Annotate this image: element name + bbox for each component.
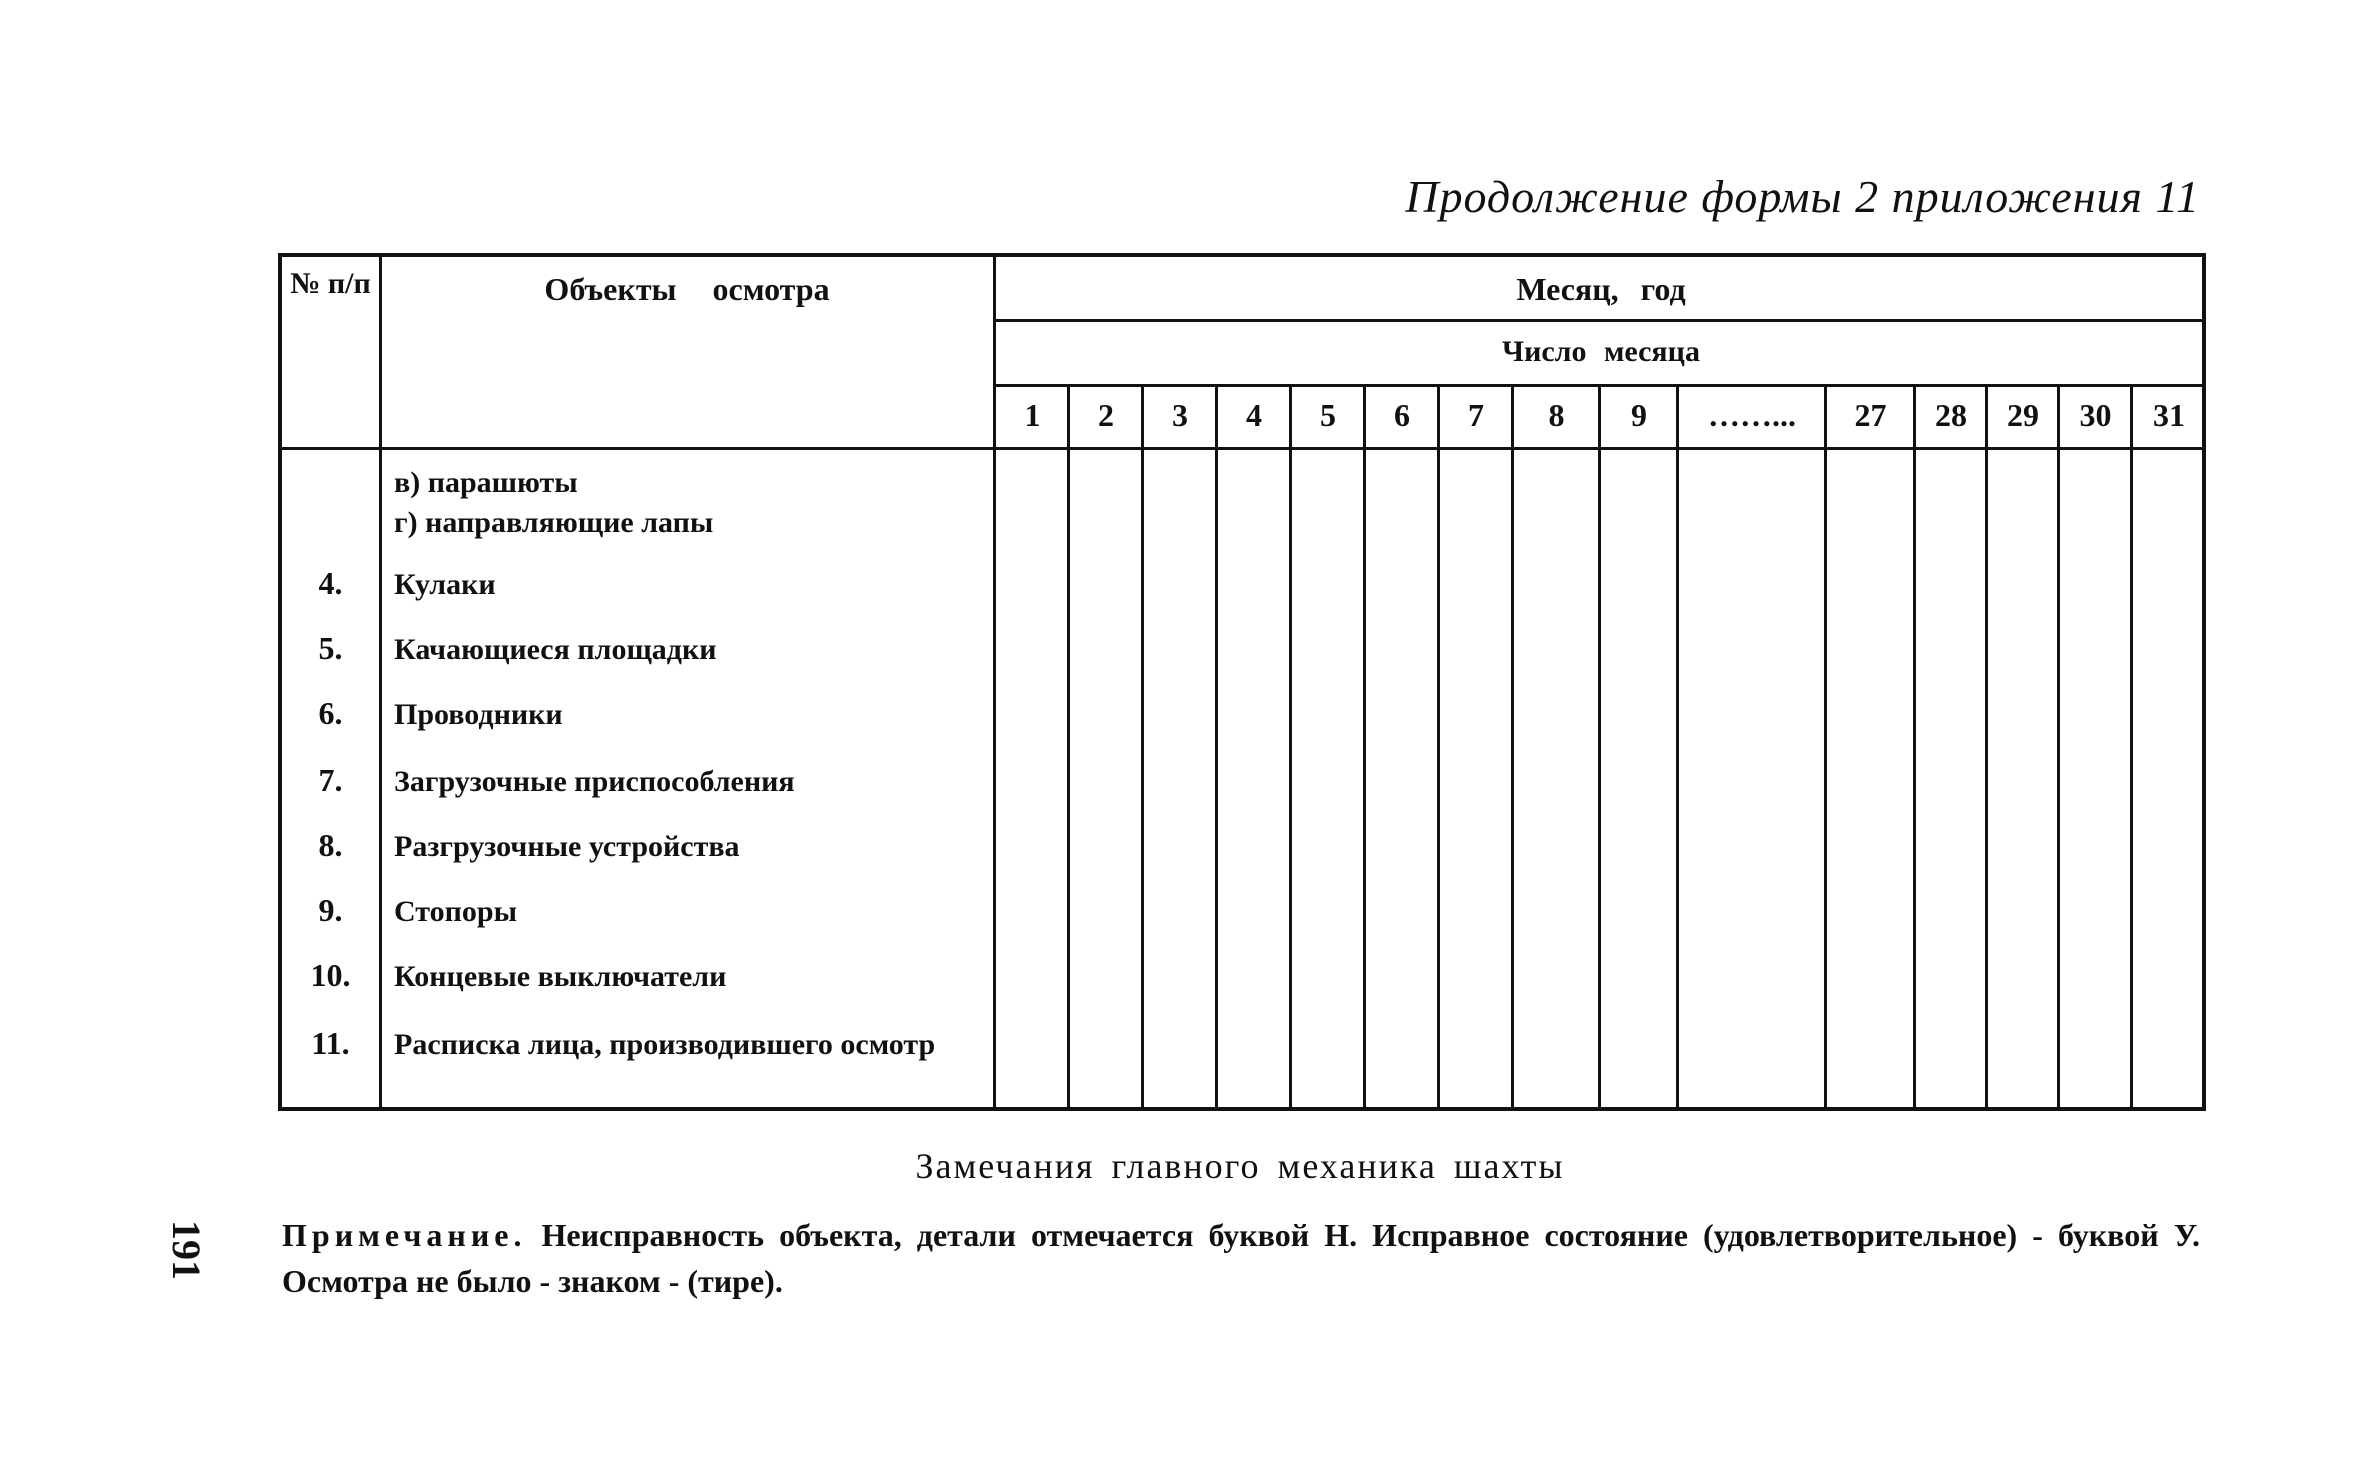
- inspection-table: [278, 253, 2206, 1111]
- day-of-month-header: Число месяца: [1502, 335, 1700, 368]
- row-number: 6.: [318, 695, 343, 731]
- row-object: Концевые выключатели: [394, 960, 727, 993]
- divider: [1141, 384, 1144, 1107]
- divider: [1511, 384, 1514, 1107]
- day-column-header: 5: [1320, 397, 1336, 433]
- col-num-header: [282, 257, 379, 449]
- page-title: Продолжение формы 2 приложения 11: [1405, 171, 2200, 222]
- divider: [1067, 384, 1070, 1107]
- divider: [1676, 384, 1679, 1107]
- divider: [1824, 384, 1827, 1107]
- divider: [2130, 384, 2133, 1107]
- divider: [1363, 384, 1366, 1107]
- row-object: Загрузочные приспособления: [394, 765, 795, 798]
- row-number: 4.: [318, 565, 343, 601]
- day-column-header: 2: [1098, 397, 1114, 433]
- day-column-header: 29: [2007, 397, 2039, 433]
- row-number: 11.: [311, 1025, 350, 1061]
- row-number: 5.: [318, 630, 343, 666]
- day-column-header: 31: [2153, 397, 2185, 433]
- col-object-header: Объекты осмотра: [544, 271, 830, 307]
- row-object: Расписка лица, производившего осмотр: [394, 1028, 936, 1061]
- note: [282, 1212, 2200, 1304]
- day-column-header: 6: [1394, 397, 1410, 433]
- row-number: 8.: [318, 827, 343, 863]
- row-object: Разгрузочные устройства: [394, 830, 740, 863]
- note-text: Неисправность объекта, детали отмечается буквой Н. Исправное состояние (удовлетворительное) - буквой У. Осмотра не было - знаком - (тире).: [282, 1217, 2201, 1299]
- divider: [2057, 384, 2060, 1107]
- row-number: 9.: [318, 892, 343, 928]
- day-column-header: 3: [1172, 397, 1188, 433]
- row-number: 10.: [310, 957, 351, 993]
- day-column-header: 8: [1548, 397, 1565, 433]
- day-column-header: 7: [1468, 397, 1484, 433]
- row-object: Стопоры: [394, 895, 518, 928]
- divider: [1437, 384, 1440, 1107]
- day-column-header: 9: [1631, 397, 1647, 433]
- divider: [379, 257, 382, 1107]
- divider: [1289, 384, 1292, 1107]
- note-label: Примечание.: [282, 1217, 527, 1253]
- divider: [1985, 384, 1988, 1107]
- day-column-header: 28: [1935, 397, 1967, 433]
- divider: [1598, 384, 1601, 1107]
- row-number: 7.: [318, 762, 343, 798]
- day-column-header: 27: [1854, 397, 1887, 433]
- row-object: Кулаки: [394, 568, 496, 601]
- divider: [993, 319, 2202, 322]
- day-column-header: 4: [1246, 397, 1262, 433]
- divider: [1215, 384, 1218, 1107]
- row-object: Проводники: [394, 698, 563, 731]
- day-column-header: ……...: [1708, 397, 1796, 433]
- page-number: 191: [164, 1220, 209, 1280]
- day-column-header: 1: [1024, 397, 1041, 433]
- row-object: Качающиеся площадки: [394, 633, 717, 666]
- day-column-header: 30: [2079, 397, 2112, 433]
- divider: [1913, 384, 1916, 1107]
- remarks-heading: Замечания главного механика шахты: [915, 1146, 1565, 1186]
- month-year-header: Месяц, год: [1516, 271, 1686, 307]
- row-object: в) парашюты г) направляющие лапы: [394, 466, 714, 539]
- col-num-header-label: № п/п: [290, 267, 371, 300]
